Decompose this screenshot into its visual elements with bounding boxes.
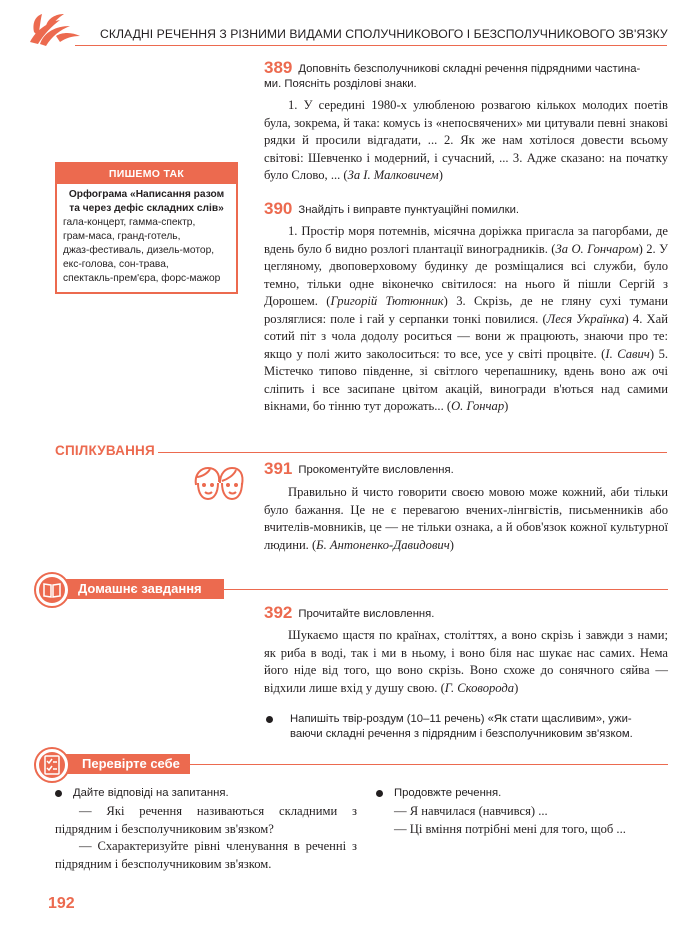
exercise-390 (264, 201, 668, 416)
spelling-example-line: спектакль-прем'єра, форс-мажор (63, 273, 221, 284)
exercise-number: 390 (264, 199, 293, 218)
exercise-391 (264, 461, 668, 554)
communication-rule (158, 452, 667, 453)
self-check-header (34, 747, 668, 787)
self-check-prompt: — Я навчилася (навчився) ... (394, 804, 548, 818)
exercise-390-text: 1. Простір моря потемнів, місячна доріжка пригасла за пагорбами, де вдень було б видно розлогі плантації виноградників. (За О. Гончаром) 2. У цегляному, двоповерховому будинку де розміщалися всі служби, було темно, тільки одне віконечко світилося: на нього й пішли Сергій з Дорошем. (Григорій Тютюнник) 3. Скрізь, де не гляну сухі тумани розляглися: поле і гай у серпанки тонкі повилися. (Леся Українка) 4. Хай сотий піт з чола додолу роситься — вони ж працюють, знаючи про те: якщо у полі жито заколоситься: то все, усе у світі процвіте. (І. Савич) 5. Містечко типово південне, зі світлого черепашнику, вдень воно аж очі сліпить і все засипане цвітом акацій, виногради в'ються над самими вікнами, бо тінню тут дорожать... (О. Гончар) (264, 224, 669, 413)
checklist-icon (34, 747, 70, 783)
spelling-example-line: екс-голова, сон-трава, (63, 259, 169, 270)
self-check-continue (376, 786, 670, 838)
self-check-prompt: — Ці вміння потрібні мені для того, щоб ... (394, 821, 626, 836)
self-check-label: Перевірте себе (60, 754, 190, 774)
self-check-question: — Які речення називаються складними з підрядним і безсполучниковим зв'язком? (55, 804, 357, 836)
spelling-rule-box (55, 162, 238, 294)
exercise-392-bullet: Напишіть твір-роздум (10–11 речень) «Як стати щасливим», ужи- ваючи складні речення з підрядним і безсполучниковим зв'язком. (266, 712, 670, 742)
exercise-392 (264, 605, 668, 697)
spelling-example-line: грам-маса, гранд-готель, (63, 231, 181, 242)
header-rule (75, 45, 667, 46)
bullet-icon (266, 716, 273, 723)
self-check-right-intro: Продовжте речення. (394, 787, 502, 799)
spelling-example-line: гала-концерт, гамма-спектр, (63, 217, 196, 228)
homework-label: Домашнє завдання (60, 579, 224, 599)
exercise-391-task: 391 Прокоментуйте висловлення. (264, 459, 454, 478)
exercise-389-task: 389 Доповніть безсполучникові складні речення підрядними частина- ми. Поясніть розділові знаки. (264, 58, 641, 90)
self-check-left-intro: Дайте відповіді на запитання. (73, 787, 229, 799)
exercise-number: 391 (264, 459, 293, 478)
exercise-389-text: 1. У середині 1980-х улюбленою розвагою кількох молодих поетів була, зокрема, й така: комусь із «непосвячених» ми цитували певні знакові рядки й просили відгадати, ... 2. Як же нам хотілося довести всьому світові: Шевченко і модерний, і сучасний, ... 3. Адже сказано: на початку було Слово, ... (За І. Малковичем) (264, 98, 668, 182)
chapter-header-title: СКЛАДНІ РЕЧЕННЯ З РІЗНИМИ ВИДАМИ СПОЛУЧНИКОВОГО І БЕЗСПОЛУЧНИКОВОГО ЗВ'ЯЗКУ (100, 27, 668, 41)
exercise-number: 392 (264, 603, 293, 622)
spelling-rule-heading: ПИШЕМО ТАК (57, 164, 236, 184)
self-check-question: — Схарактеризуйте рівні членування в реченні з підрядним і безсполучниковим зв'язком. (55, 839, 357, 871)
self-check-rule (190, 764, 668, 765)
spelling-rule-title-line1: Орфограма «Написання разом (68, 189, 225, 200)
communication-section-label: СПІЛКУВАННЯ (55, 443, 155, 458)
leaf-ornament-icon (26, 12, 82, 48)
page-number: 192 (48, 895, 75, 912)
bullet-icon (55, 790, 62, 797)
spelling-rule-title-line2: та через дефіс складних слів» (69, 203, 224, 214)
exercise-number: 389 (264, 58, 293, 77)
self-check-questions (55, 786, 357, 873)
book-icon (34, 572, 70, 608)
exercise-391-text: Правильно й чисто говорити своєю мовою може кожний, аби тільки було бажання. Це не є перевагою вчених-лінгвістів, письменників або вчителів-мовників, це — не тільки ознака, а й обов'язок кожної культурної людини. (Б. Антоненко-Давидович) (264, 485, 668, 552)
spelling-example-line: джаз-фестиваль, дизель-мотор, (63, 245, 215, 256)
conversation-faces-icon (190, 465, 246, 503)
exercise-390-task: 390 Знайдіть і виправте пунктуаційні помилки. (264, 199, 520, 218)
exercise-392-text: Шукаємо щастя по країнах, століттях, а воно скрізь і завжди з нами; як риба в воді, так і ми в ньому, і воно біля нас шукає нас самих. Нема його ніде від того, що воно скрізь. Воно схоже до сонячного сяйва — відхили лише вхід у душу свою. (Г. Сковорода) (264, 628, 668, 695)
exercise-392-task: 392 Прочитайте висловлення. (264, 603, 435, 622)
homework-rule (224, 589, 668, 590)
bullet-icon (376, 790, 383, 797)
exercise-389 (264, 60, 668, 185)
